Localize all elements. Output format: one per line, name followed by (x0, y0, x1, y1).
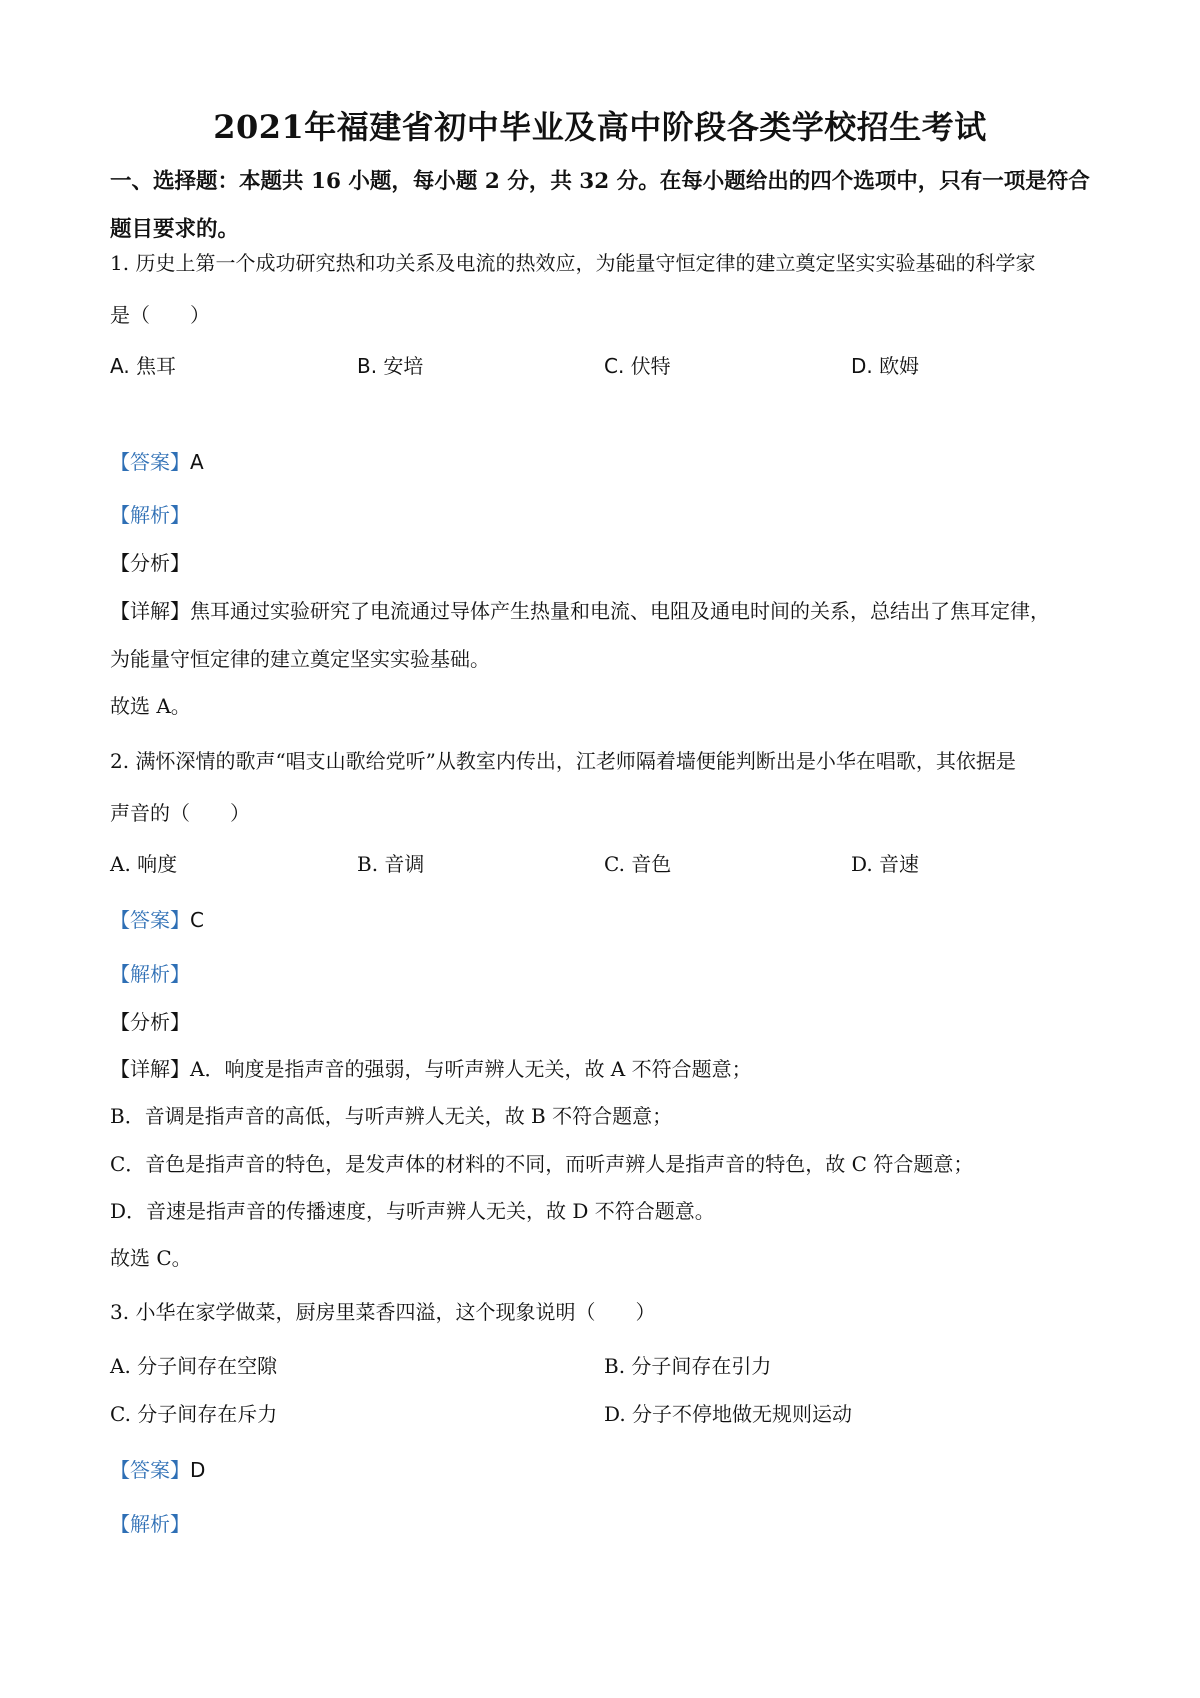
q1-stem-line1: 1. 历史上第一个成功研究热和功关系及电流的热效应，为能量守恒定律的建立奠定坚实实验基础的科学家 (110, 251, 1036, 275)
q1-stem-line2: 是（ ） (110, 303, 210, 327)
answer-label: 【答案】 (110, 450, 190, 474)
q2-conclusion: 故选 C。 (110, 1246, 192, 1270)
section-heading: 一、选择题：本题共 16 小题，每小题 2 分，共 32 分。在每小题给出的四个选项中，只有一项是符合题目要求的。 (110, 169, 1090, 242)
q3-jiexi-label: 【解析】 (110, 1512, 190, 1536)
q2-answer (110, 904, 204, 933)
q3-stem: 3. 小华在家学做菜，厨房里菜香四溢，这个现象说明（ ） (110, 1300, 656, 1324)
q1-option-c: C. 伏特 (604, 354, 671, 378)
q3-option-a: A. 分子间存在空隙 (110, 1354, 278, 1378)
q2-detail-line2: B．音调是指声音的高低，与听声辨人无关，故 B 不符合题意； (110, 1104, 673, 1128)
q1-option-a: A. 焦耳 (110, 354, 177, 378)
q3-answer (110, 1454, 205, 1483)
q2-option-a: A. 响度 (110, 852, 178, 876)
q2-detail-line4: D．音速是指声音的传播速度，与听声辨人无关，故 D 不符合题意。 (110, 1199, 715, 1223)
q2-stem-line2: 声音的（ ） (110, 801, 250, 825)
q1-answer (110, 446, 204, 475)
q1-jiexi-label: 【解析】 (110, 503, 190, 527)
q2-jiexi-label: 【解析】 (110, 962, 190, 986)
answer-value: C (190, 908, 204, 932)
q2-detail-line3: C．音色是指声音的特色，是发声体的材料的不同，而听声辨人是指声音的特色，故 C 符合题意； (110, 1152, 974, 1176)
q1-fenxi-label: 【分析】 (110, 551, 190, 575)
q3-option-c: C. 分子间存在斥力 (110, 1402, 278, 1426)
q2-detail-line1: 【详解】A．响度是指声音的强弱，与听声辨人无关，故 A 不符合题意； (110, 1057, 752, 1081)
q2-stem-line1: 2. 满怀深情的歌声“唱支山歌给党听”从教室内传出，江老师隔着墙便能判断出是小华在唱歌，其依据是 (110, 749, 1016, 773)
q3-option-d: D. 分子不停地做无规则运动 (604, 1402, 853, 1426)
q1-detail-line2: 为能量守恒定律的建立奠定坚实实验基础。 (110, 647, 490, 671)
q1-detail-line1: 【详解】焦耳通过实验研究了电流通过导体产生热量和电流、电阻及通电时间的关系，总结出了焦耳定律， (110, 599, 1050, 623)
q2-fenxi-label: 【分析】 (110, 1010, 190, 1034)
q1-conclusion: 故选 A。 (110, 694, 191, 718)
q1-option-b: B. 安培 (357, 354, 424, 378)
q2-option-d: D. 音速 (851, 852, 920, 876)
page-title: 2021年福建省初中毕业及高中阶段各类学校招生考试 (213, 108, 987, 146)
answer-label: 【答案】 (110, 908, 190, 932)
answer-value: A (190, 450, 204, 474)
q2-option-b: B. 音调 (357, 852, 425, 876)
answer-label: 【答案】 (110, 1458, 190, 1482)
q2-option-c: C. 音色 (604, 852, 672, 876)
answer-value: D (190, 1458, 206, 1482)
q1-option-d: D. 欧姆 (851, 354, 920, 378)
q3-option-b: B. 分子间存在引力 (604, 1354, 772, 1378)
